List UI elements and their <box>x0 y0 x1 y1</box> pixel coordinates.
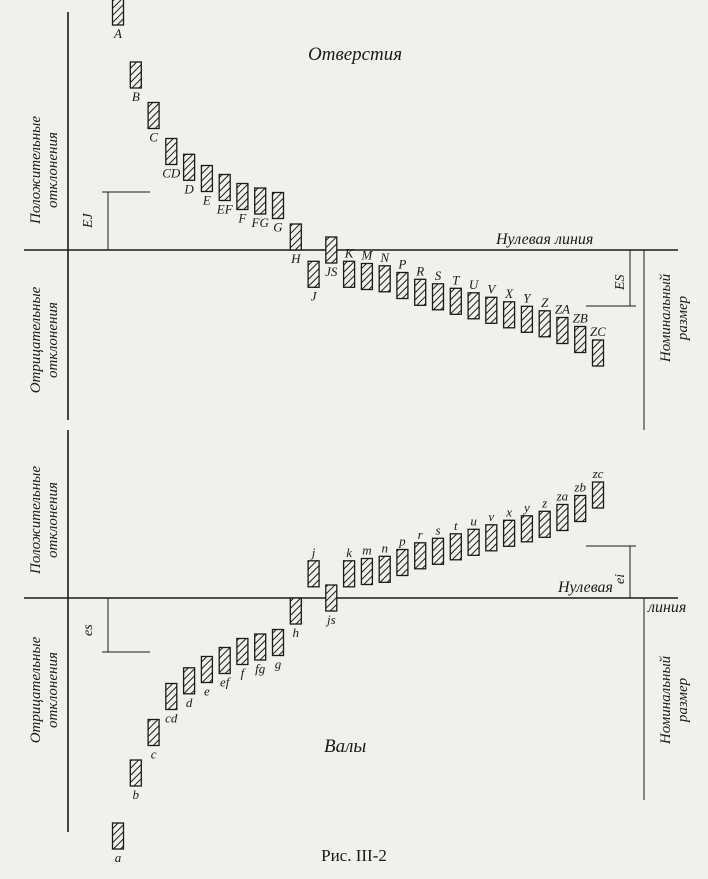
holes-label-s: S <box>434 267 442 283</box>
holes-positive-label <box>28 116 61 225</box>
shafts-label-n: n <box>381 540 388 556</box>
shafts-panel <box>24 430 691 865</box>
shafts-label-fg: fg <box>255 661 266 676</box>
holes-label-z: Z <box>541 294 549 310</box>
shafts-bar-y <box>521 516 532 542</box>
shafts-label-k: k <box>346 544 352 560</box>
shafts-label-j: j <box>311 544 316 560</box>
holes-label-cd: CD <box>162 165 181 181</box>
shafts-ei-label: ei <box>613 573 628 584</box>
shafts-label-d: d <box>185 694 193 710</box>
shafts-bar-h <box>290 598 301 624</box>
svg-text:отклонения: отклонения <box>45 482 61 558</box>
svg-text:отклонения: отклонения <box>45 652 61 728</box>
shafts-bar-t <box>450 534 461 560</box>
shafts-label-v: v <box>488 508 495 524</box>
shafts-bar-u <box>468 529 479 555</box>
shafts-title: Валы <box>324 736 367 757</box>
holes-label-g: G <box>273 219 283 235</box>
svg-text:Отрицательные: Отрицательные <box>28 636 44 744</box>
shafts-bar-g <box>273 630 284 656</box>
shafts-label-m: m <box>362 542 372 558</box>
holes-bar-j <box>308 261 319 287</box>
figure-caption: Рис. III-2 <box>321 846 387 865</box>
shafts-bar-cd <box>166 684 177 710</box>
holes-bar-ef <box>219 175 230 201</box>
holes-label-y: Y <box>523 290 531 306</box>
holes-label-m: M <box>361 247 373 263</box>
holes-bar-c <box>148 103 159 129</box>
shafts-bar-r <box>415 543 426 569</box>
holes-bar-fg <box>255 188 266 214</box>
shafts-label-f: f <box>240 665 245 681</box>
svg-text:Номинальный: Номинальный <box>658 655 674 745</box>
holes-label-c: C <box>149 129 158 145</box>
shafts-zero-line-label: Нулевая <box>558 579 613 596</box>
holes-bar-a <box>113 0 124 25</box>
shafts-bar-b <box>130 760 141 786</box>
holes-zero-line-label: Нулевая линия <box>496 231 594 248</box>
shafts-bar-v <box>486 525 497 551</box>
svg-text:Положительные: Положительные <box>28 465 44 575</box>
shafts-bars <box>113 466 604 865</box>
shafts-bar-ef <box>219 648 230 674</box>
shafts-label-c: c <box>150 746 157 762</box>
holes-bar-y <box>521 306 532 332</box>
holes-label-za: ZA <box>554 301 570 317</box>
holes-label-j: J <box>310 288 317 304</box>
shafts-label-r: r <box>417 526 423 542</box>
shafts-bar-fg <box>255 634 266 660</box>
holes-label-zb: ZB <box>572 310 588 326</box>
shafts-bar-c <box>148 720 159 746</box>
holes-negative-label <box>28 286 61 393</box>
holes-bar-s <box>433 284 444 310</box>
holes-bar-k <box>344 261 355 287</box>
shafts-bar-s <box>433 538 444 564</box>
holes-es-label: ES <box>613 274 628 290</box>
holes-bar-x <box>504 302 515 328</box>
holes-title: Отверстия <box>308 44 403 65</box>
shafts-bar-e <box>201 657 212 683</box>
shafts-bar-k <box>344 561 355 587</box>
shafts-label-ef: ef <box>220 674 230 690</box>
shafts-bar-n <box>379 556 390 582</box>
holes-bar-h <box>290 224 301 250</box>
shafts-label-g: g <box>274 656 282 672</box>
shafts-label-h: h <box>292 625 300 640</box>
svg-text:отклонения: отклонения <box>45 132 61 208</box>
svg-text:отклонения: отклонения <box>45 302 61 378</box>
shafts-label-b: b <box>132 787 140 802</box>
holes-label-fg: FG <box>251 215 269 230</box>
holes-bar-zc <box>593 340 604 366</box>
holes-label-a: A <box>114 26 122 41</box>
holes-bar-js <box>326 237 337 263</box>
holes-label-b: B <box>131 89 140 104</box>
holes-bar-z <box>539 311 550 337</box>
holes-label-u: U <box>468 276 479 292</box>
shafts-label-u: u <box>470 513 477 529</box>
holes-bar-v <box>486 297 497 323</box>
holes-nominal-label <box>658 273 691 363</box>
holes-label-v: V <box>487 281 496 297</box>
holes-label-d: D <box>184 181 194 197</box>
holes-label-ef: EF <box>216 201 233 217</box>
shafts-label-js: js <box>326 612 336 627</box>
holes-label-t: T <box>452 272 460 288</box>
shafts-label-zb: zb <box>574 479 586 495</box>
shafts-bar-js <box>326 585 337 611</box>
shafts-negative-label <box>28 636 61 743</box>
holes-bar-f <box>237 184 248 210</box>
holes-bar-zb <box>575 327 586 353</box>
shafts-label-e: e <box>204 683 210 699</box>
holes-label-r: R <box>416 263 425 279</box>
shafts-bar-z <box>539 511 550 537</box>
holes-bar-t <box>450 288 461 314</box>
holes-ej-label: EJ <box>81 213 96 228</box>
holes-bar-za <box>557 318 568 344</box>
shafts-label-a: a <box>114 850 122 865</box>
shafts-label-za: za <box>556 488 569 504</box>
shafts-bar-p <box>397 550 408 576</box>
holes-bar-r <box>415 279 426 305</box>
holes-bar-u <box>468 293 479 319</box>
holes-label-x: X <box>505 285 514 301</box>
shafts-label-s: s <box>435 522 441 538</box>
shafts-bar-za <box>557 505 568 531</box>
shafts-label-z: z <box>542 495 548 511</box>
holes-label-zc: ZC <box>590 324 606 339</box>
holes-label-k: K <box>344 245 354 261</box>
holes-panel <box>24 0 691 430</box>
shafts-label-x: x <box>506 504 512 520</box>
shafts-label-t: t <box>453 517 458 533</box>
shafts-bar-f <box>237 639 248 665</box>
holes-bar-cd <box>166 139 177 165</box>
shafts-label-cd: cd <box>165 710 178 726</box>
shafts-bar-d <box>184 668 195 694</box>
holes-label-p: P <box>398 256 407 272</box>
holes-bar-b <box>130 62 141 88</box>
svg-text:Номинальный: Номинальный <box>658 273 674 363</box>
shafts-bar-zc <box>593 482 604 508</box>
holes-bar-m <box>361 264 372 290</box>
holes-bar-p <box>397 273 408 299</box>
svg-text:Отрицательные: Отрицательные <box>28 286 44 394</box>
shafts-bar-m <box>361 559 372 585</box>
shafts-bar-j <box>308 561 319 587</box>
holes-label-n: N <box>380 249 390 265</box>
shafts-label-p: p <box>399 533 406 549</box>
holes-bar-e <box>201 166 212 192</box>
shafts-label-y: y <box>524 499 530 515</box>
holes-label-f: F <box>238 210 247 226</box>
holes-bar-g <box>273 193 284 219</box>
svg-text:размер: размер <box>675 295 691 341</box>
shafts-zero-line-label-2: линия <box>648 599 687 616</box>
holes-label-h: H <box>291 251 301 266</box>
svg-text:Положительные: Положительные <box>28 115 44 225</box>
shafts-es-label: es <box>81 624 96 636</box>
svg-text:размер: размер <box>675 677 691 723</box>
shafts-label-zc: zc <box>592 466 604 481</box>
holes-bar-d <box>184 154 195 180</box>
shafts-nominal-label <box>658 655 691 745</box>
shafts-bar-zb <box>575 496 586 522</box>
holes-label-js: JS <box>325 264 338 279</box>
holes-label-e: E <box>202 192 211 208</box>
holes-bar-n <box>379 266 390 292</box>
shafts-positive-label <box>28 466 61 575</box>
shafts-bar-x <box>504 520 515 546</box>
